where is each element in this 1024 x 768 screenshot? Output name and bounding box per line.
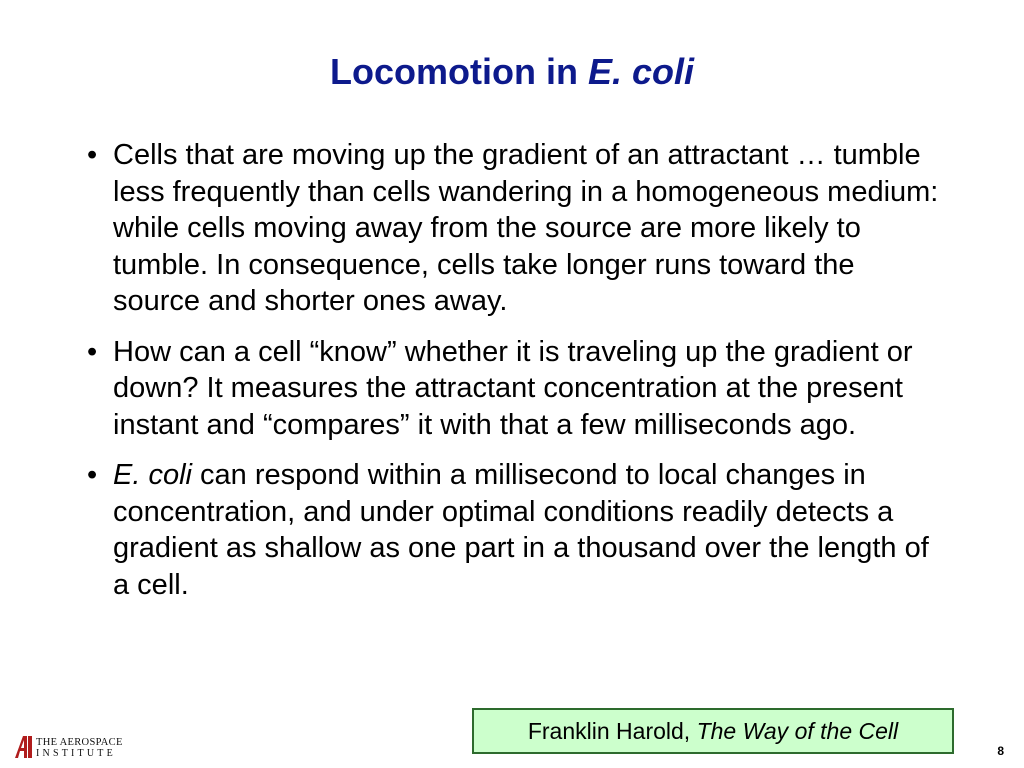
slide-title <box>0 50 1024 94</box>
slide-title-italic: E. coli <box>587 51 694 92</box>
bullet-item <box>87 457 947 603</box>
logo-text-line1: THE AEROSPACE <box>36 737 123 748</box>
logo-text-line2: INSTITUTE <box>36 748 116 759</box>
bullet-italic-lead: E. coli <box>113 459 192 491</box>
page-number: 8 <box>997 744 1004 758</box>
citation-author: Franklin Harold, <box>527 718 697 744</box>
bullet-text: How can a cell “know” whether it is traveling up the gradient or down? It measures the attractant concentration at the present instant and “compares” it with that a few milliseconds ago. <box>113 335 913 441</box>
bullet-glyph: • <box>87 459 98 491</box>
slide-title-text: Locomotion in <box>330 51 588 92</box>
bullet-glyph: • <box>87 335 98 368</box>
logo-mark-icon <box>14 735 34 759</box>
aerospace-institute-logo <box>14 735 144 761</box>
citation-work: The Way of the Cell <box>696 718 899 744</box>
bullet-text: Cells that are moving up the gradient of an attractant … tumble less frequently than cells wandering in a homogeneous medium: while cells moving away from the source are more likely to tumble. In consequence, cells take longer runs toward the source and shorter ones away. <box>113 139 939 317</box>
bullet-glyph: • <box>87 139 98 171</box>
bullet-text: can respond within a millisecond to local changes in concentration, and under optimal conditions readily detects a gradient as shallow as one part in a thousand over the length of a cell. <box>113 459 929 601</box>
bullet-item <box>87 334 947 444</box>
bullet-item <box>87 137 947 320</box>
bullet-list <box>87 137 947 617</box>
citation-box <box>472 708 954 754</box>
